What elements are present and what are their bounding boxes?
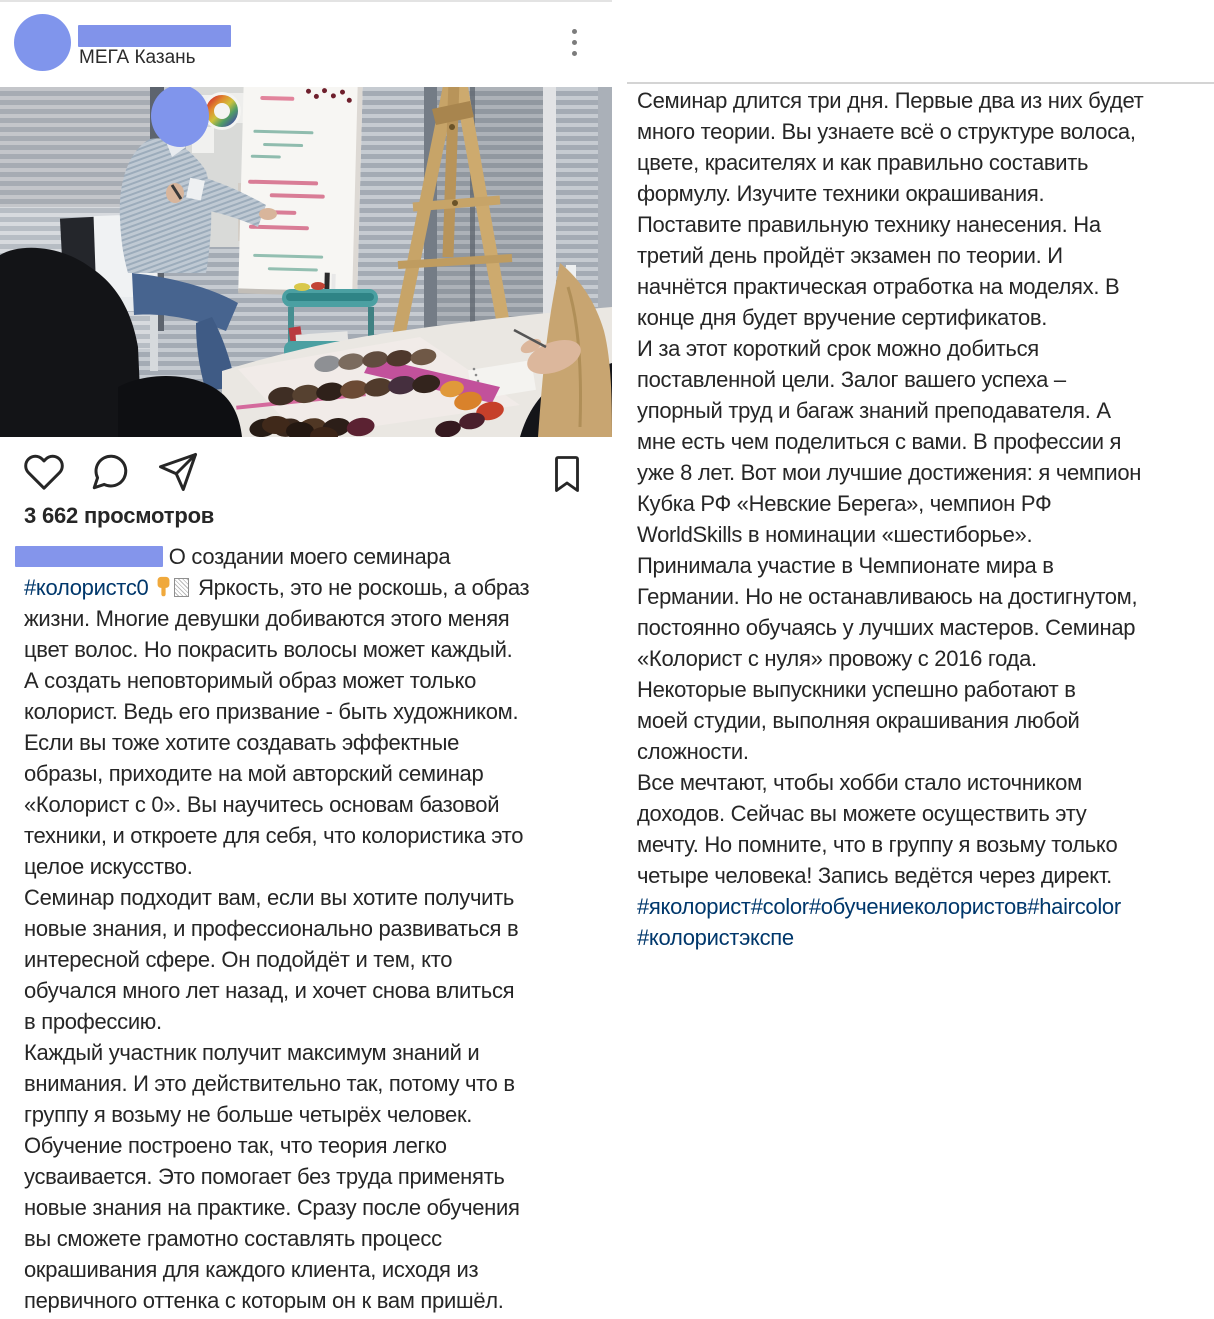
caption-line	[637, 209, 1212, 240]
caption-line	[24, 882, 609, 913]
caption-text: третий день пройдёт экзамен по теории. И	[637, 243, 1063, 268]
caption-text: усваивается. Это помогает без труда применять	[24, 1164, 505, 1189]
caption-text: новые знания, и профессионально развиваться в	[24, 916, 519, 941]
caption-line	[24, 1099, 609, 1130]
caption-line	[637, 674, 1212, 705]
caption-line	[637, 643, 1212, 674]
post-action-bar	[0, 437, 612, 501]
caption-text: «Колорист с нуля» провожу с 2016 года.	[637, 646, 1037, 671]
caption-text: интересной сфере. Он подойдёт и тем, кто	[24, 947, 453, 972]
caption-line	[24, 1068, 609, 1099]
post-photo[interactable]	[0, 87, 612, 437]
caption-text: Семинар подходит вам, если вы хотите получить	[24, 885, 515, 910]
post-caption	[24, 541, 609, 1316]
caption-text: четыре человека! Запись ведётся через директ.	[637, 863, 1112, 888]
caption-line	[637, 85, 1212, 116]
caption-line	[24, 665, 609, 696]
caption-line	[637, 922, 1212, 953]
seminar-photo-illustration	[0, 87, 612, 437]
caption-line	[24, 696, 609, 727]
caption-line	[637, 891, 1212, 922]
post-caption-continued	[637, 85, 1212, 953]
caption-text: А создать неповторимый образ может только	[24, 668, 476, 693]
share-button[interactable]	[157, 451, 199, 493]
caption-line	[24, 1223, 609, 1254]
caption-text: первичного оттенка с которым он к вам пришёл.	[24, 1288, 504, 1313]
caption-line	[24, 727, 609, 758]
bookmark-icon	[549, 451, 585, 497]
caption-line	[637, 581, 1212, 612]
caption-text: Обучение построено так, что теория легко	[24, 1133, 447, 1158]
caption-line	[637, 736, 1212, 767]
hashtag-link[interactable]: #колористэкспе	[637, 925, 794, 950]
caption-text: Семинар длится три дня. Первые два из них будет	[637, 88, 1144, 113]
caption-line	[24, 1006, 609, 1037]
caption-text	[148, 575, 154, 600]
caption-text: новые знания на практике. Сразу после обучения	[24, 1195, 520, 1220]
caption-text: техники, и откроете для себя, что колористика это	[24, 823, 524, 848]
more-options-button[interactable]	[564, 29, 584, 65]
caption-line	[637, 302, 1212, 333]
caption-line	[637, 798, 1212, 829]
caption-line	[637, 116, 1212, 147]
caption-text: О создании моего семинара	[163, 544, 451, 569]
caption-text: мечту. Но помните, что в группу я возьму только	[637, 832, 1118, 857]
caption-text: Германии. Но не останавливаюсь на достигнутом,	[637, 584, 1138, 609]
caption-line	[24, 1161, 609, 1192]
caption-line	[24, 1130, 609, 1161]
avatar[interactable]	[14, 14, 71, 71]
caption-line	[637, 364, 1212, 395]
caption-text: поставленной цели. Залог вашего успеха –	[637, 367, 1066, 392]
missing-glyph-box	[174, 578, 189, 597]
caption-line	[24, 541, 609, 572]
caption-line	[24, 789, 609, 820]
caption-line	[637, 240, 1212, 271]
caption-line	[637, 395, 1212, 426]
caption-line	[24, 944, 609, 975]
caption-text: доходов. Сейчас вы можете осуществить эту	[637, 801, 1087, 826]
hashtag-link[interactable]: #яколорист#color#обучениеколористов#haircolor	[637, 894, 1121, 919]
post-header	[0, 2, 612, 87]
caption-text: моей студии, выполняя окрашивания любой	[637, 708, 1080, 733]
caption-text: упорный труд и багаж знаний преподавателя. А	[637, 398, 1111, 423]
username-blurred[interactable]	[78, 25, 231, 47]
caption-line	[637, 488, 1212, 519]
caption-text: Принимала участие в Чемпионате мира в	[637, 553, 1054, 578]
caption-text: мне есть чем поделиться с вами. В профессии я	[637, 429, 1122, 454]
caption-line	[24, 851, 609, 882]
caption-text: сложности.	[637, 739, 749, 764]
caption-text: Некоторые выпускники успешно работают в	[637, 677, 1076, 702]
caption-text: И за этот короткий срок можно добиться	[637, 336, 1039, 361]
caption-continuation-panel	[627, 82, 1214, 952]
caption-line	[24, 634, 609, 665]
caption-text: формулу. Изучите техники окрашивания.	[637, 181, 1045, 206]
caption-text: целое искусство.	[24, 854, 193, 879]
caption-line	[637, 860, 1212, 891]
caption-text: цвете, красителях и как правильно составить	[637, 150, 1089, 175]
caption-line	[637, 457, 1212, 488]
paper-plane-icon	[157, 451, 199, 493]
caption-line	[24, 603, 609, 634]
caption-text: вы сможете грамотно составлять процесс	[24, 1226, 442, 1251]
caption-text: конце дня будет вручение сертификатов.	[637, 305, 1048, 330]
caption-text: Все мечтают, чтобы хобби стало источником	[637, 770, 1082, 795]
caption-line	[24, 1285, 609, 1316]
caption-line	[637, 333, 1212, 364]
caption-text: много теории. Вы узнаете всё о структуре волоса,	[637, 119, 1136, 144]
caption-line	[637, 271, 1212, 302]
caption-line	[24, 913, 609, 944]
save-button[interactable]	[549, 451, 585, 497]
caption-line	[637, 147, 1212, 178]
location-link[interactable]: МЕГА Казань	[79, 47, 196, 68]
caption-line	[24, 975, 609, 1006]
caption-text: Если вы тоже хотите создавать эффектные	[24, 730, 460, 755]
caption-line	[637, 519, 1212, 550]
down-pointing-hand-emoji	[155, 575, 172, 606]
caption-line	[24, 1192, 609, 1223]
hashtag-link[interactable]: #колористс0	[24, 575, 149, 600]
caption-line	[637, 705, 1212, 736]
caption-line	[24, 820, 609, 851]
caption-line	[637, 612, 1212, 643]
caption-line	[24, 758, 609, 789]
caption-text: Каждый участник получит максимум знаний и	[24, 1040, 480, 1065]
comment-icon	[89, 451, 131, 493]
caption-text: обучался много лет назад, и хочет снова влиться	[24, 978, 515, 1003]
caption-text: Яркость, это не роскошь, а образ	[192, 575, 530, 600]
caption-text: окрашивания для каждого клиента, исходя из	[24, 1257, 479, 1282]
caption-text: уже 8 лет. Вот мои лучшие достижения: я чемпион	[637, 460, 1142, 485]
views-count: 3 662 просмотров	[24, 503, 215, 528]
caption-line	[24, 1037, 609, 1068]
caption-line	[637, 426, 1212, 457]
caption-text: постоянно обучаясь у лучших мастеров. Семинар	[637, 615, 1136, 640]
caption-text: цвет волос. Но покрасить волосы может каждый.	[24, 637, 513, 662]
heart-icon	[23, 451, 65, 493]
caption-line	[24, 1254, 609, 1285]
caption-line	[637, 767, 1212, 798]
caption-text: жизни. Многие девушки добиваются этого меняя	[24, 606, 510, 631]
caption-text: Кубка РФ «Невские Берега», чемпион РФ	[637, 491, 1052, 516]
like-button[interactable]	[23, 451, 65, 493]
caption-text: внимания. И это действительно так, потому что в	[24, 1071, 515, 1096]
caption-text: образы, приходите на мой авторский семинар	[24, 761, 484, 786]
caption-text: колорист. Ведь его призвание - быть художником.	[24, 699, 519, 724]
caption-line	[637, 178, 1212, 209]
caption-text: «Колорист с 0». Вы научитесь основам базовой	[24, 792, 500, 817]
caption-line	[637, 829, 1212, 860]
caption-line	[24, 572, 609, 603]
caption-text: WorldSkills в номинации «шестиборье».	[637, 522, 1033, 547]
caption-text: Поставите правильную технику нанесения. На	[637, 212, 1101, 237]
blurred-username[interactable]	[15, 546, 163, 567]
caption-text: группу я возьму не больше четырёх человек.	[24, 1102, 473, 1127]
caption-text: в профессию.	[24, 1009, 162, 1034]
comment-button[interactable]	[89, 451, 131, 493]
caption-line	[637, 550, 1212, 581]
caption-text: начнётся практическая отработка на моделях. В	[637, 274, 1120, 299]
